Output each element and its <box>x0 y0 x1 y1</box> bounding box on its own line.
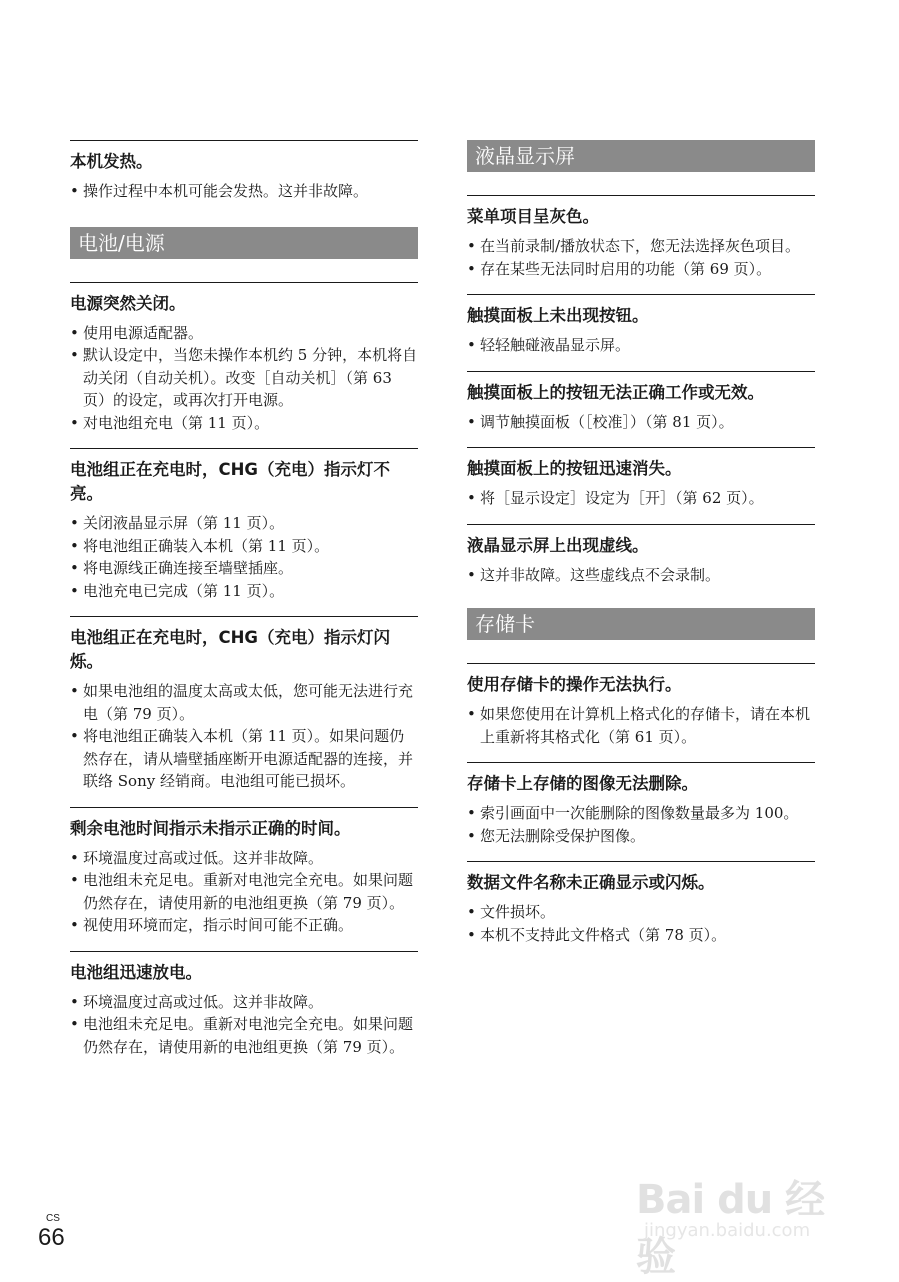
bullet-item: • 使用电源适配器。 <box>70 322 418 345</box>
bullet-list <box>467 703 815 748</box>
bullet-item: • 索引画面中一次能删除的图像数量最多为 100。 <box>467 802 815 825</box>
bullet-list <box>467 564 815 587</box>
topic-title: 电池组迅速放电。 <box>70 962 202 982</box>
topic-buttons-disappear <box>467 447 815 510</box>
topic-card-operation <box>467 663 815 748</box>
topic-chg-flashing <box>70 616 418 793</box>
right-column <box>467 140 815 960</box>
baidu-watermark <box>636 1150 856 1280</box>
topic-title: 触摸面板上未出现按钮。 <box>467 306 649 325</box>
topic-chg-not-lit <box>70 448 418 602</box>
topic-title: 电源突然关闭。 <box>70 293 186 313</box>
bullet-list <box>467 334 815 357</box>
topic-no-buttons <box>467 294 815 357</box>
page-number <box>38 1214 65 1252</box>
language-code: CS <box>46 1213 60 1224</box>
watermark-logo: Bai du 经验 <box>636 1177 825 1280</box>
topic-title: 触摸面板上的按钮无法正确工作或无效。 <box>467 382 764 402</box>
bullet-item: • 调节触摸面板（［校准］）（第 81 页）。 <box>467 411 815 434</box>
bullet-list <box>467 235 815 280</box>
bullet-item: • 这并非故障。这些虚线点不会录制。 <box>467 564 815 587</box>
bullet-item: • 轻轻触碰液晶显示屏。 <box>467 334 815 357</box>
topic-power-off <box>70 282 418 435</box>
left-column <box>70 140 418 1072</box>
topic-title: 电池组正在充电时，CHG（充电）指示灯闪烁。 <box>70 628 390 671</box>
bullet-item: • 本机不支持此文件格式（第 78 页）。 <box>467 924 815 947</box>
bullet-item: • 关闭液晶显示屏（第 11 页）。 <box>70 512 418 535</box>
topic-buttons-not-working <box>467 371 815 434</box>
topic-title: 剩余电池时间指示未指示正确的时间。 <box>70 818 351 838</box>
bullet-item: • 电池充电已完成（第 11 页）。 <box>70 580 418 603</box>
section-header-memory-card: 存储卡 <box>467 608 815 640</box>
bullet-list <box>70 180 418 203</box>
bullet-item: • 在当前录制/播放状态下，您无法选择灰色项目。 <box>467 235 815 258</box>
bullet-list <box>70 847 418 937</box>
topic-title: 触摸面板上的按钮迅速消失。 <box>467 459 682 478</box>
topic-dotted-lines <box>467 524 815 587</box>
bullet-item: • 将［显示设定］设定为［开］（第 62 页）。 <box>467 487 815 510</box>
bullet-item: • 文件损坏。 <box>467 901 815 924</box>
bullet-item: • 环境温度过高或过低。这并非故障。 <box>70 991 418 1014</box>
bullet-item: • 对电池组充电（第 11 页）。 <box>70 412 418 435</box>
bullet-list <box>467 802 815 847</box>
bullet-item: • 如果您使用在计算机上格式化的存储卡，请在本机上重新将其格式化（第 61 页）。 <box>467 703 815 748</box>
bullet-item: • 环境温度过高或过低。这并非故障。 <box>70 847 418 870</box>
bullet-item: • 视使用环境而定，指示时间可能不正确。 <box>70 914 418 937</box>
bullet-item: • 如果电池组的温度太高或太低，您可能无法进行充电（第 79 页）。 <box>70 680 418 725</box>
topic-fast-discharge <box>70 951 418 1059</box>
bullet-list <box>70 322 418 435</box>
topic-title: 使用存储卡的操作无法执行。 <box>467 675 682 694</box>
bullet-item: • 默认设定中，当您未操作本机约 5 分钟，本机将自动关闭（自动关机）。改变［自动关机］（第 63 页）的设定，或再次打开电源。 <box>70 344 418 412</box>
section-header-battery: 电池/电源 <box>70 227 418 259</box>
bullet-item: • 将电池组正确装入本机（第 11 页）。 <box>70 535 418 558</box>
topic-title: 液晶显示屏上出现虚线。 <box>467 535 649 555</box>
bullet-list <box>467 411 815 434</box>
bullet-item: • 存在某些无法同时启用的功能（第 69 页）。 <box>467 258 815 281</box>
bullet-item: • 电池组未充足电。重新对电池完全充电。如果问题仍然存在，请使用新的电池组更换（第 79 页）。 <box>70 869 418 914</box>
topic-filename-display <box>467 861 815 946</box>
bullet-list <box>467 901 815 946</box>
section-header-lcd: 液晶显示屏 <box>467 140 815 172</box>
topic-menu-gray <box>467 195 815 280</box>
topic-title: 电池组正在充电时，CHG（充电）指示灯不亮。 <box>70 460 390 503</box>
topic-title: 菜单项目呈灰色。 <box>467 207 599 226</box>
bullet-list <box>70 680 418 793</box>
bullet-item: • 您无法删除受保护图像。 <box>467 825 815 848</box>
bullet-item: • 将电源线正确连接至墙壁插座。 <box>70 557 418 580</box>
bullet-item: • 将电池组正确装入本机（第 11 页）。如果问题仍然存在，请从墙壁插座断开电源适配器的连接，并联络 Sony 经销商。电池组可能已损坏。 <box>70 725 418 793</box>
topic-title: 存储卡上存储的图像无法删除。 <box>467 774 698 793</box>
bullet-list <box>70 991 418 1059</box>
bullet-list <box>467 487 815 510</box>
topic-title: 数据文件名称未正确显示或闪烁。 <box>467 873 715 892</box>
bullet-item: • 操作过程中本机可能会发热。这并非故障。 <box>70 180 418 203</box>
page-number-value: 66 <box>38 1224 65 1251</box>
topic-overheat <box>70 140 418 203</box>
bullet-item: • 电池组未充足电。重新对电池完全充电。如果问题仍然存在，请使用新的电池组更换（第 79 页）。 <box>70 1013 418 1058</box>
topic-battery-time <box>70 807 418 937</box>
bullet-list <box>70 512 418 602</box>
topic-cannot-delete <box>467 762 815 847</box>
topic-title: 本机发热。 <box>70 152 153 171</box>
watermark-url: jingyan.baidu.com <box>644 1220 811 1241</box>
